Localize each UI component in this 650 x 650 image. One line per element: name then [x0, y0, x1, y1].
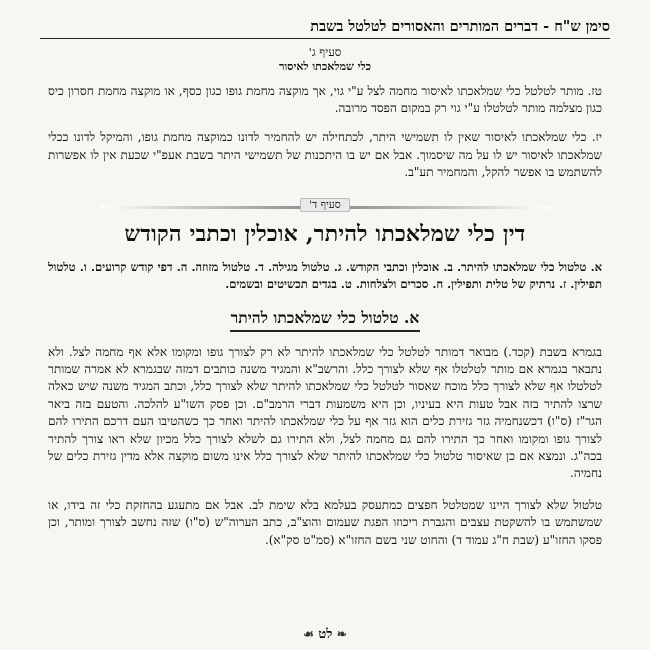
paragraph-16: טז. מותר לטלטל כלי שמלאכתו לאיסור מחמה לצל ע"י גוי, אך מוקצה מחמת גופו כגון כסף, או מוקצה מחמת חסרון כיס כגון מצלמה מותר לטלטלו ע"י גוי רק במקום הפסד מרובה. [48, 84, 602, 116]
ornament-right-icon: ❧ [336, 627, 347, 641]
seif-d-label: סעיף ד' [300, 198, 349, 212]
ornament-left-icon: ☙ [303, 627, 314, 641]
seif-d-banner [40, 199, 610, 215]
section-a-title: א. טלטול כלי שמלאכתו להיתר [230, 308, 420, 328]
topics-list: א. טלטול כלי שמלאכתו להיתר. ב. אוכלין וכתבי הקודש. ג. טלטול מגילה. ד. טלטול מזוזה. ה. דפי קודש קרועים. ו. טלטול תפילין. ז. נרתיק של טלית ותפילין. ח. סכרים ולצלחות. ט. בגדים תכשיטים ובשמים. [48, 260, 602, 291]
seif-d-title: דין כלי שמלאכתו להיתר, אוכלין וכתבי הקודש [124, 221, 526, 248]
section-a-heading [40, 308, 610, 332]
page-footer [0, 626, 650, 642]
section-a-body: בגמרא בשבת (קכד.) מבואר דמותר לטלטל כלי שמלאכתו להיתר לא רק לצורך גופו ומקומו אלא אף מחמה לצל. ולא נתבאר בגמרא אם מותר לטלטלו אף שלא לצורך כלל. והרשב"א והמגיד משנה כותבים דמזה שבגמרא לא אמרה שמותר לטלטלו אף שלא לצורך כלל מוכח שאסור לטלטל כלי שמלאכתו להיתר שלא לצורך כלל, וכתב המגיד משנה שיש כאלה שרצו להתיר בזה אבל טעות היא בעיניו, וכן היא משמעות דברי הרמב"ם. וכן פסק השו"ע להלכה. והטעם בזה ביאר הגר"ז (ס"ו) דכשנחמיה גזר גזירת כלים הוא גזר אף על כלי שמלאכתו להיתר ואחר כך כשהטיבו העם דרכם התירו להם לצורך גופו ומקומו ואחר כך התירו להם גם מחמה לצל, ולא התירו גם לשלא לצורך כלל מכיון שלא ראו צורך להתיר בכה"ג. ונמצא אם כן שאיסור טלטול כלי שמלאכתו להיתר שלא לצורך כלל אינו משום מוקצה אלא מדין גזירת כלים של נחמיה. [48, 344, 602, 481]
section-a-body-2: טלטול שלא לצורך היינו שמטלטל חפצים כמתעסק בעלמא בלא שימת לב. אבל אם מתעגע בהחזקת כלי זה בידו, או שמשתמש בו להשקטת עצבים והגברת ריכוזו הפגת שעמום והוצ"ב, כתב הערוה"ש (ס"ו) שזה נחשב לצורך ומותר, וכן פסקו החזו"ע (שבת ח"ג עמוד ד) והחוט שני בשם החזו"א (סמ"ט סק"א). [48, 497, 602, 547]
seif-g-label: סעיף ג' [308, 45, 342, 59]
page-number: לט [318, 627, 333, 642]
running-header [40, 18, 610, 39]
paragraph-17: יז. כלי שמלאכתו לאיסור שאין לו תשמישי היתר, לכתחילה יש להחמיר לדונו כמוקצה מחמת גופו, והמיקל לדונו ככלי שמלאכתו לאיסור יש לו על מה שיסמוך. אבל אם יש בו היתכנות של תשמישי היתר בשבת אעפ"י שכעת אין לו אפשרות להשתמש בו אפשר להקל, והמחמיר תע"ב. [48, 130, 603, 179]
header-title: סימן ש"ח - דברים המותרים והאסורים לטלטל בשבת [310, 18, 610, 35]
seif-g-subtitle: כלי שמלאכתו לאיסור [278, 60, 372, 73]
section-a-underline [230, 330, 420, 332]
